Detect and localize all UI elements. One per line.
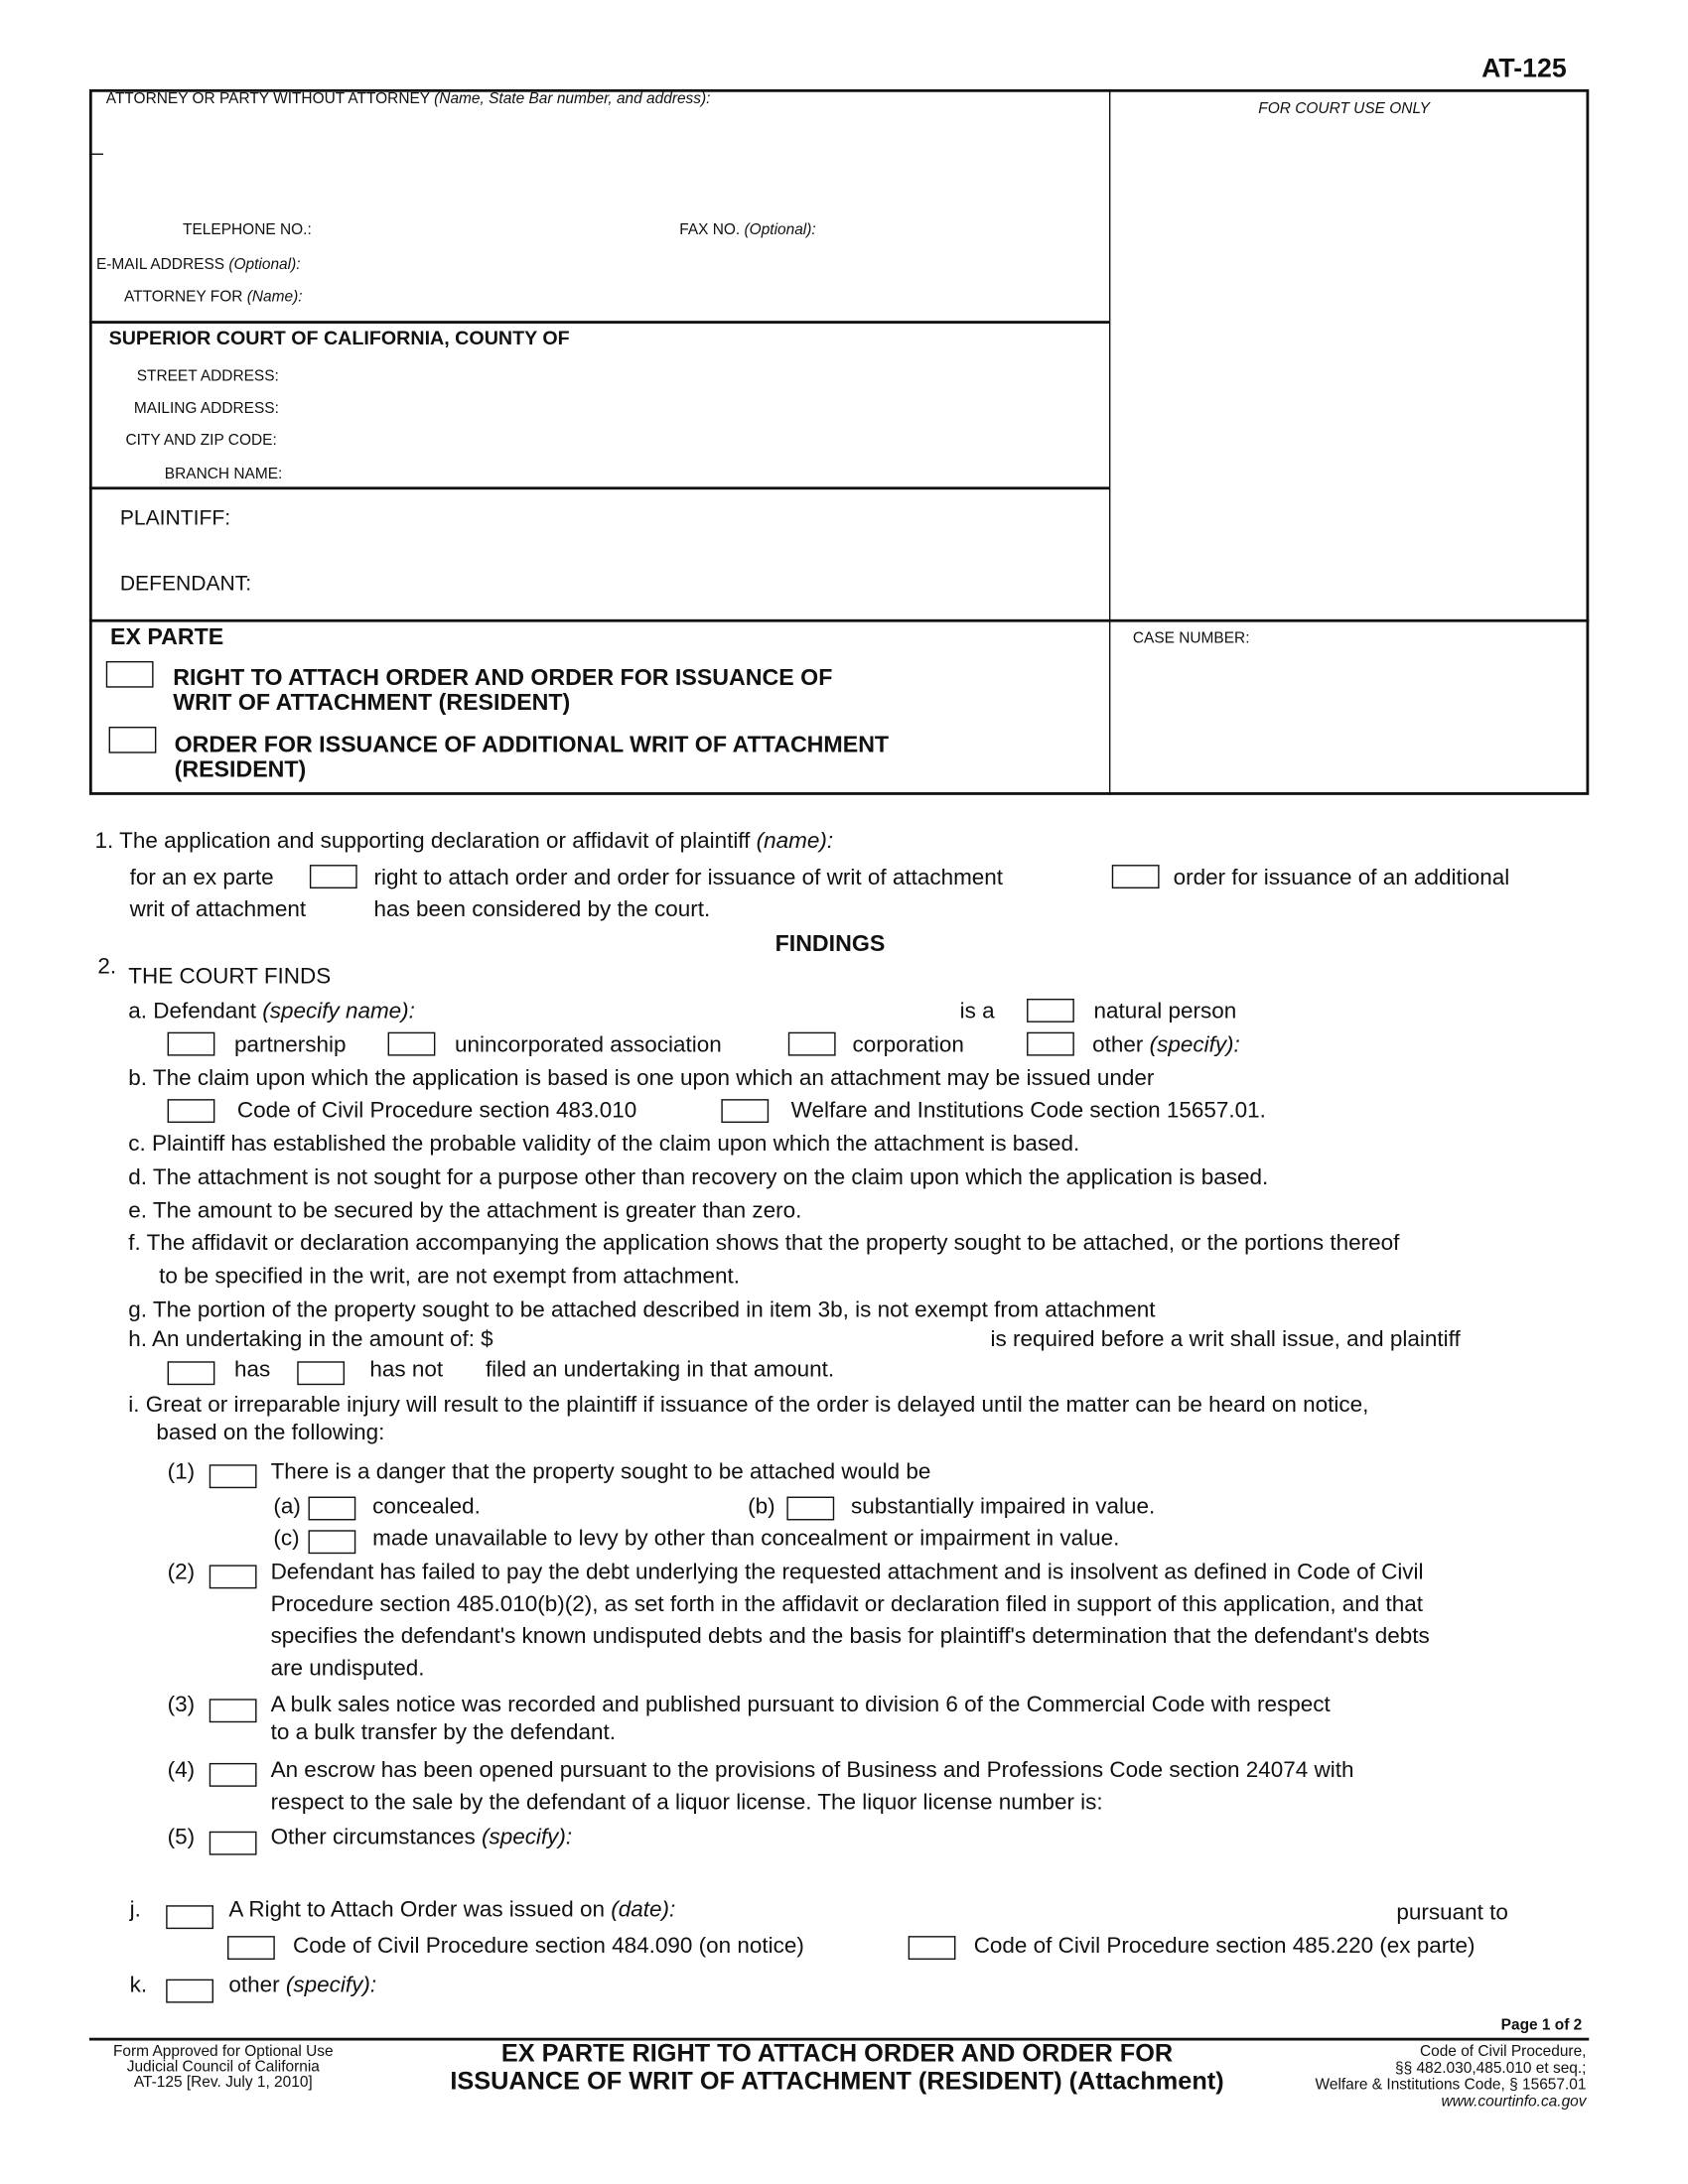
option1-line2: WRIT OF ATTACHMENT (RESIDENT) bbox=[173, 690, 571, 716]
natural-person-label: natural person bbox=[1093, 1000, 1237, 1024]
text-fragment: a. Defendant bbox=[128, 1000, 256, 1024]
natural-person-checkbox[interactable] bbox=[1027, 999, 1074, 1023]
ccp-485-label: Code of Civil Procedure section 485.220 (ex parte) bbox=[973, 1934, 1476, 1959]
divider bbox=[1109, 89, 1110, 795]
impaired-checkbox[interactable] bbox=[786, 1497, 834, 1521]
attorney-label bbox=[106, 90, 711, 108]
text-fragment: (date): bbox=[611, 1898, 676, 1923]
option2-line1: ORDER FOR ISSUANCE OF ADDITIONAL WRIT OF ATTACHMENT bbox=[174, 732, 890, 757]
item2k-label: k. bbox=[129, 1974, 148, 1997]
court-name: SUPERIOR COURT OF CALIFORNIA, COUNTY OF bbox=[108, 326, 570, 349]
item2d: d. The attachment is not sought for a purpose other than recovery on the claim upon which the application is based. bbox=[128, 1165, 1269, 1190]
text-fragment: FAX NO. bbox=[679, 221, 741, 239]
text-fragment: (specify name): bbox=[262, 1000, 415, 1024]
item2f-line2: to be specified in the writ, are not exempt from attachment. bbox=[159, 1265, 740, 1290]
item2j-text bbox=[228, 1897, 675, 1925]
attorney-for-label bbox=[124, 289, 303, 307]
sub2-checkbox[interactable] bbox=[210, 1565, 257, 1588]
sub1-checkbox[interactable] bbox=[210, 1464, 257, 1488]
text-fragment: other bbox=[228, 1974, 280, 1997]
item1-option-a: right to attach order and order for issuance of writ of attachment bbox=[373, 866, 1004, 890]
telephone-label: TELEPHONE NO.: bbox=[183, 221, 312, 239]
city-label: CITY AND ZIP CODE: bbox=[125, 432, 277, 450]
unincorporated-checkbox[interactable] bbox=[388, 1032, 436, 1056]
sub1c-label: (c) bbox=[273, 1527, 300, 1552]
sub1-number: (1) bbox=[167, 1460, 196, 1484]
branch-label: BRANCH NAME: bbox=[164, 466, 283, 483]
sub3-line1: A bulk sales notice was recorded and published pursuant to division 6 of the Commercial Code with respect bbox=[270, 1693, 1331, 1717]
divider bbox=[89, 154, 103, 155]
footer-title-1: EX PARTE RIGHT TO ATTACH ORDER AND ORDER FOR bbox=[500, 2039, 1174, 2068]
text-fragment: (specify): bbox=[285, 1974, 377, 1997]
item2i-line1: i. Great or irreparable injury will result to the plaintiff if issuance of the order is delayed until the matter can be heard on notice, bbox=[128, 1393, 1369, 1418]
text-fragment: E-MAIL ADDRESS bbox=[95, 256, 225, 274]
findings-heading: FINDINGS bbox=[774, 931, 886, 957]
partnership-checkbox[interactable] bbox=[168, 1032, 215, 1056]
unincorporated-label: unincorporated association bbox=[455, 1033, 722, 1057]
courtinfo-link[interactable]: www.courtinfo.ca.gov bbox=[1441, 2093, 1587, 2111]
text-fragment: ATTORNEY OR PARTY WITHOUT ATTORNEY bbox=[105, 90, 430, 108]
item1-option-b: order for issuance of an additional bbox=[1173, 866, 1510, 890]
item2k-text bbox=[228, 1973, 376, 2000]
fax-label bbox=[679, 221, 815, 239]
ccp-483-label: Code of Civil Procedure section 483.010 bbox=[236, 1099, 637, 1124]
footer-title-2: ISSUANCE OF WRIT OF ATTACHMENT (RESIDENT) (Attachment) bbox=[450, 2067, 1224, 2096]
ccp-484-checkbox[interactable] bbox=[227, 1936, 275, 1960]
item1-line2a: writ of attachment bbox=[129, 897, 307, 922]
corporation-label: corporation bbox=[852, 1033, 964, 1057]
footer-right-3: Welfare & Institutions Code, § 15657.01 bbox=[1315, 2077, 1587, 2094]
sub2-line4: are undisputed. bbox=[270, 1657, 425, 1682]
right-to-attach-checkbox[interactable] bbox=[106, 661, 154, 688]
text-fragment: ATTORNEY FOR bbox=[124, 288, 243, 306]
ex-parte-rta-checkbox[interactable] bbox=[310, 865, 357, 888]
filed-label: filed an undertaking in that amount. bbox=[485, 1358, 835, 1383]
footer-left-2: Judicial Council of California bbox=[126, 2058, 320, 2076]
text-fragment: (Optional): bbox=[228, 256, 301, 274]
item2a bbox=[128, 999, 415, 1026]
case-number-label: CASE NUMBER: bbox=[1132, 630, 1250, 647]
partnership-label: partnership bbox=[234, 1033, 347, 1057]
item2g: g. The portion of the property sought to be attached described in item 3b, is not exempt from attachment bbox=[128, 1298, 1156, 1322]
sub1-text: There is a danger that the property sought to be attached would be bbox=[270, 1460, 931, 1484]
impaired-text: substantially impaired in value. bbox=[851, 1495, 1156, 1520]
item2e: e. The amount to be secured by the attachment is greater than zero. bbox=[128, 1199, 802, 1224]
sub4-line1: An escrow has been opened pursuant to the provisions of Business and Professions Code section 24074 with bbox=[270, 1758, 1354, 1783]
item2h: h. An undertaking in the amount of: $ bbox=[128, 1327, 493, 1352]
text-fragment: A Right to Attach Order was issued on bbox=[228, 1898, 606, 1923]
page-number: Page 1 of 2 bbox=[1500, 2016, 1583, 2034]
item2i-line2: based on the following: bbox=[156, 1421, 385, 1445]
rta-issued-checkbox[interactable] bbox=[166, 1905, 213, 1929]
sub4-checkbox[interactable] bbox=[210, 1763, 257, 1787]
text-fragment: 1. The application and supporting declaration or affidavit of plaintiff bbox=[94, 829, 751, 854]
pursuant-to: pursuant to bbox=[1396, 1901, 1508, 1925]
footer-right-2: §§ 482.030,485.010 et seq.; bbox=[1394, 2060, 1587, 2078]
item2h-required: is required before a writ shall issue, and plaintiff bbox=[990, 1327, 1461, 1352]
ccp-483-checkbox[interactable] bbox=[168, 1099, 215, 1123]
street-label: STREET ADDRESS: bbox=[136, 367, 279, 385]
concealed-text: concealed. bbox=[372, 1495, 481, 1520]
sub4-line2: respect to the sale by the defendant of a liquor license. The liquor license number is: bbox=[270, 1791, 1103, 1815]
additional-writ-item1-checkbox[interactable] bbox=[1112, 865, 1160, 888]
wic-15657-label: Welfare and Institutions Code section 15657.01. bbox=[790, 1099, 1266, 1124]
item1-line2b: has been considered by the court. bbox=[373, 897, 711, 922]
other-k-checkbox[interactable] bbox=[166, 1979, 213, 2003]
additional-writ-checkbox[interactable] bbox=[109, 727, 157, 753]
email-label bbox=[96, 257, 301, 275]
text-fragment: (specify): bbox=[1149, 1033, 1240, 1057]
sub1b-label: (b) bbox=[748, 1495, 775, 1520]
text-fragment: (name): bbox=[756, 829, 834, 854]
text-fragment: Other circumstances bbox=[270, 1826, 476, 1850]
sub2-line2: Procedure section 485.010(b)(2), as set forth in the affidavit or declaration filed in support of this application, and that bbox=[270, 1592, 1424, 1617]
item2b: b. The claim upon which the application is based is one upon which an attachment may be issued under bbox=[128, 1066, 1155, 1091]
unavailable-text: made unavailable to levy by other than concealment or impairment in value. bbox=[372, 1527, 1120, 1552]
wic-15657-checkbox[interactable] bbox=[721, 1099, 769, 1123]
has-not-label: has not bbox=[369, 1358, 444, 1383]
item1-text bbox=[95, 829, 834, 857]
option1-line1: RIGHT TO ATTACH ORDER AND ORDER FOR ISSUANCE OF bbox=[173, 665, 833, 691]
ex-parte-label: EX PARTE bbox=[109, 624, 224, 650]
unavailable-checkbox[interactable] bbox=[309, 1530, 356, 1554]
other-entity-label bbox=[1092, 1032, 1240, 1060]
item2f-line1: f. The affidavit or declaration accompanying the application shows that the property sought to be attached, or the portions thereof bbox=[128, 1231, 1400, 1256]
divider bbox=[89, 619, 1589, 622]
item2-title: THE COURT FINDS bbox=[128, 965, 332, 990]
sub3-line2: to a bulk transfer by the defendant. bbox=[270, 1720, 617, 1745]
text-fragment: (specify): bbox=[481, 1826, 573, 1850]
footer-right-1: Code of Civil Procedure, bbox=[1419, 2043, 1587, 2061]
footer-left-1: Form Approved for Optional Use bbox=[112, 2043, 334, 2061]
item2-number: 2. bbox=[97, 955, 117, 980]
court-use-label: FOR COURT USE ONLY bbox=[1258, 100, 1430, 118]
sub4-number: (4) bbox=[167, 1758, 196, 1783]
ccp-484-label: Code of Civil Procedure section 484.090 (on notice) bbox=[293, 1934, 804, 1959]
sub5-text bbox=[271, 1825, 573, 1852]
has-label: has bbox=[234, 1358, 271, 1383]
option2-line2: (RESIDENT) bbox=[174, 756, 307, 783]
item1-for: for an ex parte bbox=[129, 866, 274, 890]
ccp-485-checkbox[interactable] bbox=[909, 1936, 956, 1960]
is-a: is a bbox=[959, 1000, 995, 1024]
plaintiff-label: PLAINTIFF: bbox=[119, 506, 231, 530]
other-entity-checkbox[interactable] bbox=[1027, 1032, 1074, 1056]
text-fragment: (Name): bbox=[246, 288, 303, 306]
text-fragment: (Name, State Bar number, and address): bbox=[434, 90, 711, 108]
sub5-checkbox[interactable] bbox=[210, 1832, 257, 1855]
sub5-number: (5) bbox=[167, 1826, 196, 1850]
has-not-checkbox[interactable] bbox=[297, 1361, 345, 1385]
text-fragment: (Optional): bbox=[744, 221, 816, 239]
sub3-checkbox[interactable] bbox=[210, 1699, 257, 1722]
sub1a-label: (a) bbox=[273, 1495, 301, 1520]
sub3-number: (3) bbox=[167, 1693, 196, 1717]
sub2-line3: specifies the defendant's known undisputed debts and the basis for plaintiff's determination that the defendant's debts bbox=[270, 1624, 1430, 1649]
has-checkbox[interactable] bbox=[168, 1361, 215, 1385]
defendant-label: DEFENDANT: bbox=[119, 572, 252, 596]
item2j-label: j. bbox=[129, 1898, 141, 1923]
sub2-line1: Defendant has failed to pay the debt underlying the requested attachment and is insolvent as defined in Code of Civil bbox=[270, 1561, 1424, 1585]
corporation-checkbox[interactable] bbox=[788, 1032, 836, 1056]
concealed-checkbox[interactable] bbox=[309, 1497, 356, 1521]
text-fragment: other bbox=[1092, 1033, 1144, 1057]
sub2-number: (2) bbox=[167, 1561, 196, 1585]
form-id: AT-125 bbox=[1481, 54, 1567, 84]
mailing-label: MAILING ADDRESS: bbox=[133, 400, 279, 418]
item2c: c. Plaintiff has established the probable validity of the claim upon which the attachment is based. bbox=[128, 1132, 1080, 1157]
divider bbox=[89, 486, 1109, 489]
footer-left-3: AT-125 [Rev. July 1, 2010] bbox=[133, 2074, 313, 2092]
